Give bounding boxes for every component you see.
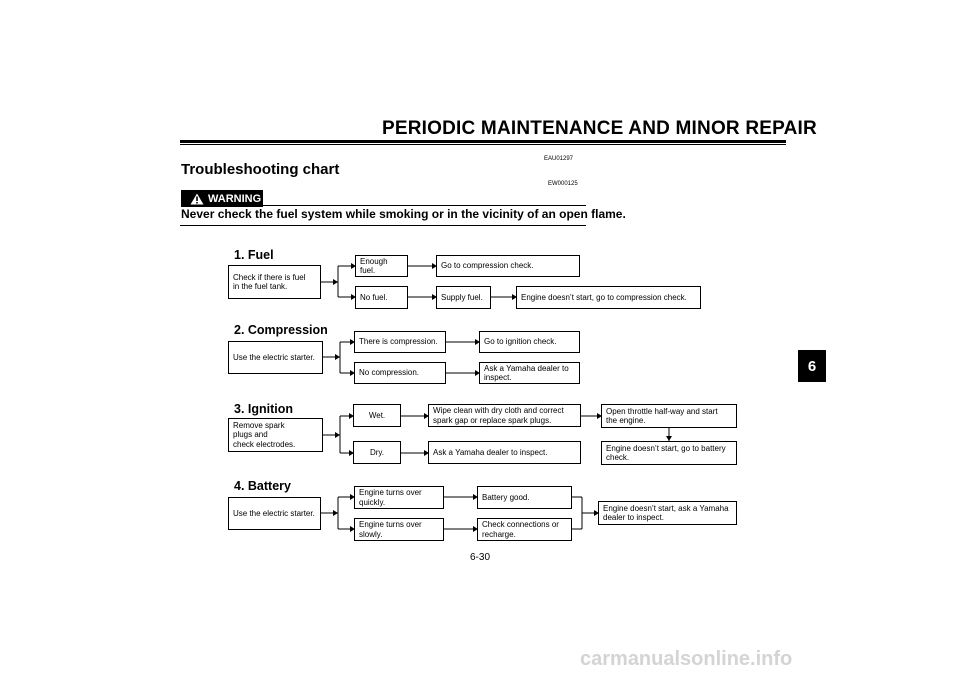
compression-start-box — [228, 341, 323, 374]
fuel-enough-result-text: Go to compression check. — [441, 261, 534, 271]
battery-final-box — [598, 501, 737, 525]
battery-slow-result-box — [477, 518, 572, 541]
ignition-dry-action-box — [428, 441, 581, 464]
warning-code: EW000125 — [548, 181, 578, 187]
chapter-tab[interactable]: 6 — [798, 350, 826, 382]
ignition-wet-fail-text: Engine doesn’t start, go to battery check. — [606, 443, 726, 462]
ignition-wet-fail-box — [601, 441, 737, 465]
ignition-dry-text: Dry. — [369, 447, 385, 457]
footer-watermark: carmanualsonline.info — [580, 648, 793, 670]
compression-no-result-text: Ask a Yamaha dealer to inspect. — [484, 363, 569, 382]
battery-quick-result-box — [477, 486, 572, 509]
compression-heading: 2. Compression — [234, 323, 328, 337]
compression-yes-text: There is compression. — [359, 337, 438, 347]
fuel-enough-text: Enough fuel. — [360, 256, 388, 275]
compression-no-text: No compression. — [359, 368, 420, 378]
fuel-enough-result-box — [436, 255, 580, 277]
fuel-enough-box — [355, 255, 408, 277]
battery-quick-text: Engine turns over quickly. — [359, 488, 422, 507]
battery-slow-result-text: Check connections or recharge. — [482, 520, 559, 539]
ignition-wet-next-box — [601, 404, 737, 428]
battery-quick-result-text: Battery good. — [482, 492, 530, 502]
compression-yes-result-box — [479, 331, 580, 353]
battery-slow-box — [354, 518, 444, 541]
ignition-wet-action-box — [428, 404, 581, 427]
compression-yes-result-text: Go to ignition check. — [484, 337, 557, 347]
compression-start-text: Use the electric starter. — [233, 352, 315, 362]
section-code: EAU01297 — [544, 156, 574, 162]
ignition-wet-text: Wet. — [368, 410, 386, 420]
fuel-none-text: No fuel. — [360, 292, 388, 302]
ignition-wet-next-text: Open throttle half-way and start the engine. — [606, 406, 718, 425]
fuel-start-text: Check if there is fuel in the fuel tank. — [233, 272, 306, 291]
ignition-dry-action-text: Ask a Yamaha dealer to inspect. — [433, 447, 548, 457]
warning-text: Never check the fuel system while smoking or in the vicinity of an open flame. — [181, 207, 626, 221]
fuel-none-box — [355, 286, 408, 309]
ignition-heading: 3. Ignition — [234, 402, 294, 416]
ignition-wet-box — [353, 404, 401, 427]
compression-yes-box — [354, 331, 446, 353]
fuel-heading: 1. Fuel — [234, 248, 274, 262]
page-number: 6-30 — [470, 552, 491, 563]
ignition-start-text: Remove spark plugs and check electrodes. — [233, 420, 296, 449]
fuel-start-box — [228, 265, 321, 299]
fuel-supply-result-text: Engine doesn’t start, go to compression check. — [521, 292, 687, 302]
fuel-supply-text: Supply fuel. — [441, 292, 483, 302]
fuel-supply-box — [436, 286, 491, 309]
battery-slow-text: Engine turns over slowly. — [359, 520, 422, 539]
battery-final-text: Engine doesn’t start, ask a Yamaha dealer to inspect. — [603, 503, 729, 522]
ignition-start-box — [228, 418, 323, 452]
fuel-supply-result-box — [516, 286, 701, 309]
warning-label: WARNING — [208, 192, 262, 205]
section-title: Troubleshooting chart — [181, 161, 340, 178]
compression-no-result-box — [479, 362, 580, 384]
ignition-dry-box — [353, 441, 401, 464]
battery-quick-box — [354, 486, 444, 509]
ignition-wet-action-text: Wipe clean with dry cloth and correct spark gap or replace spark plugs. — [433, 406, 564, 425]
battery-start-box — [228, 497, 321, 530]
compression-no-box — [354, 362, 446, 384]
page-header-title: PERIODIC MAINTENANCE AND MINOR REPAIR — [382, 118, 817, 139]
battery-start-text: Use the electric starter. — [233, 508, 315, 518]
battery-heading: 4. Battery — [234, 479, 291, 493]
